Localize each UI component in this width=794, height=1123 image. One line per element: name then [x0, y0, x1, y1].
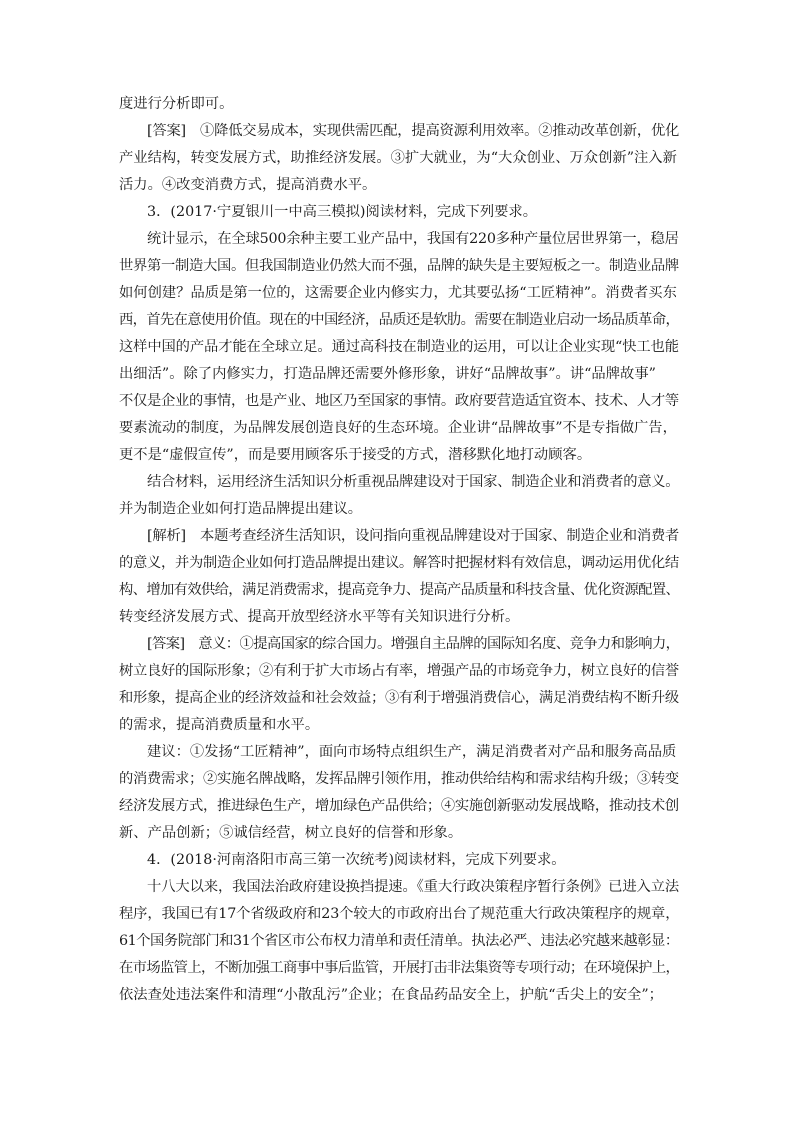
text-line: 如何创建？品质是第一位的，这需要企业内修实力，尤其要弘扬“工匠精神”。消费者买东	[119, 285, 677, 301]
text-line: 程序，我国已有17个省级政府和23个较大的市政府出台了规范重大行政决策程序的规章，	[119, 906, 680, 922]
text-line: 经济发展方式，推进绿色生产，增加绿色产品供给；④实施创新驱动发展战略，推动技术创	[119, 798, 679, 814]
text-line: 这样中国的产品才能在全球立足。通过高科技在制造业的运用，可以让企业实现“快工也能	[119, 339, 679, 355]
text-line: 构、增加有效供给，满足消费需求，提高竞争力、提高产品质量和科技含量、优化资源配置、	[119, 582, 680, 598]
text-line: 结合材料，运用经济生活知识分析重视品牌建设对于国家、制造企业和消费者的意义。	[147, 474, 680, 490]
text-line: 十八大以来，我国法治政府建设换挡提速。《重大行政决策程序暂行条例》已进入立法	[147, 879, 680, 895]
text-line: 活力。④改变消费方式，提高消费水平。	[119, 177, 377, 193]
text-line: 并为制造企业如何打造品牌提出建议。	[119, 501, 363, 517]
text-line: 统计显示，在全球500余种主要工业产品中，我国有220多种产量位居世界第一，稳居	[147, 231, 679, 247]
text-line: 更不是“虚假宣传”，而是要用顾客乐于接受的方式，潜移默化地打动顾客。	[119, 447, 592, 463]
document-page	[119, 91, 679, 1009]
text-line: 不仅是企业的事情，也是产业、地区乃至国家的事情。政府要营造适宜资本、技术、人才等	[119, 393, 679, 409]
text-line: 建议：①发扬“工匠精神”，面向市场特点组织生产，满足消费者对产品和服务高品质	[147, 744, 677, 760]
text-line: 在市场监管上，不断加强工商事中事后监管，开展打击非法集资等专项行动；在环境保护上，	[119, 960, 680, 976]
text-line: 新、产品创新；⑤诚信经营，树立良好的信誉和形象。	[119, 825, 463, 841]
text-line: 依法查处违法案件和清理“小散乱污”企业；在食品药品安全上，护航“舌尖上的安全”；	[119, 987, 663, 1003]
text-line: [解析] 本题考查经济生活知识，设问指向重视品牌建设对于国家、制造企业和消费者	[147, 528, 680, 544]
text-line: 要素流动的制度，为品牌发展创造良好的生态环境。企业讲“品牌故事”不是专指做广告，	[119, 420, 677, 436]
text-line: 和形象，提高企业的经济效益和社会效益；③有利于增强消费信心，满足消费结构不断升级	[119, 690, 679, 706]
text-line: 树立良好的国际形象；②有利于扩大市场占有率，增强产品的市场竞争力，树立良好的信誉	[119, 663, 679, 679]
text-line: 61个国务院部门和31个省区市公布权力清单和责任清单。执法必严、违法必究越来越彰显：	[119, 933, 679, 949]
text-line: 产业结构，转变发展方式，助推经济发展。③扩大就业，为“大众创业、万众创新”注入新	[119, 150, 677, 166]
text-line: 出细活”。除了内修实力，打造品牌还需要外修形象，讲好“品牌故事”。讲“品牌故事”	[119, 366, 656, 382]
text-line: 4．(2018·河南洛阳市高三第一次统考)阅读材料，完成下列要求。	[147, 852, 566, 868]
text-line: 度进行分析即可。	[119, 96, 234, 112]
text-line: 世界第一制造大国。但我国制造业仍然大而不强，品牌的缺失是主要短板之一。制造业品牌	[119, 258, 679, 274]
text-line: 的需求，提高消费质量和水平。	[119, 717, 320, 733]
text-line: 转变经济发展方式、提高开放型经济水平等有关知识进行分析。	[119, 609, 520, 625]
text-line: 的消费需求；②实施名牌战略，发挥品牌引领作用，推动供给结构和需求结构升级；③转变	[119, 771, 679, 787]
text-line: [答案] 意义：①提高国家的综合国力。增强自主品牌的国际知名度、竞争力和影响力，	[147, 636, 680, 652]
text-line: 的意义，并为制造企业如何打造品牌提出建议。解答时把握材料有效信息，调动运用优化结	[119, 555, 679, 571]
text-line: 西，首先在意使用价值。现在的中国经济，品质还是软肋。需要在制造业启动一场品质革命，	[119, 312, 680, 328]
text-line: [答案] ①降低交易成本，实现供需匹配，提高资源利用效率。②推动改革创新，优化	[147, 123, 680, 139]
text-line: 3．(2017·宁夏银川一中高三模拟)阅读材料，完成下列要求。	[147, 204, 538, 220]
